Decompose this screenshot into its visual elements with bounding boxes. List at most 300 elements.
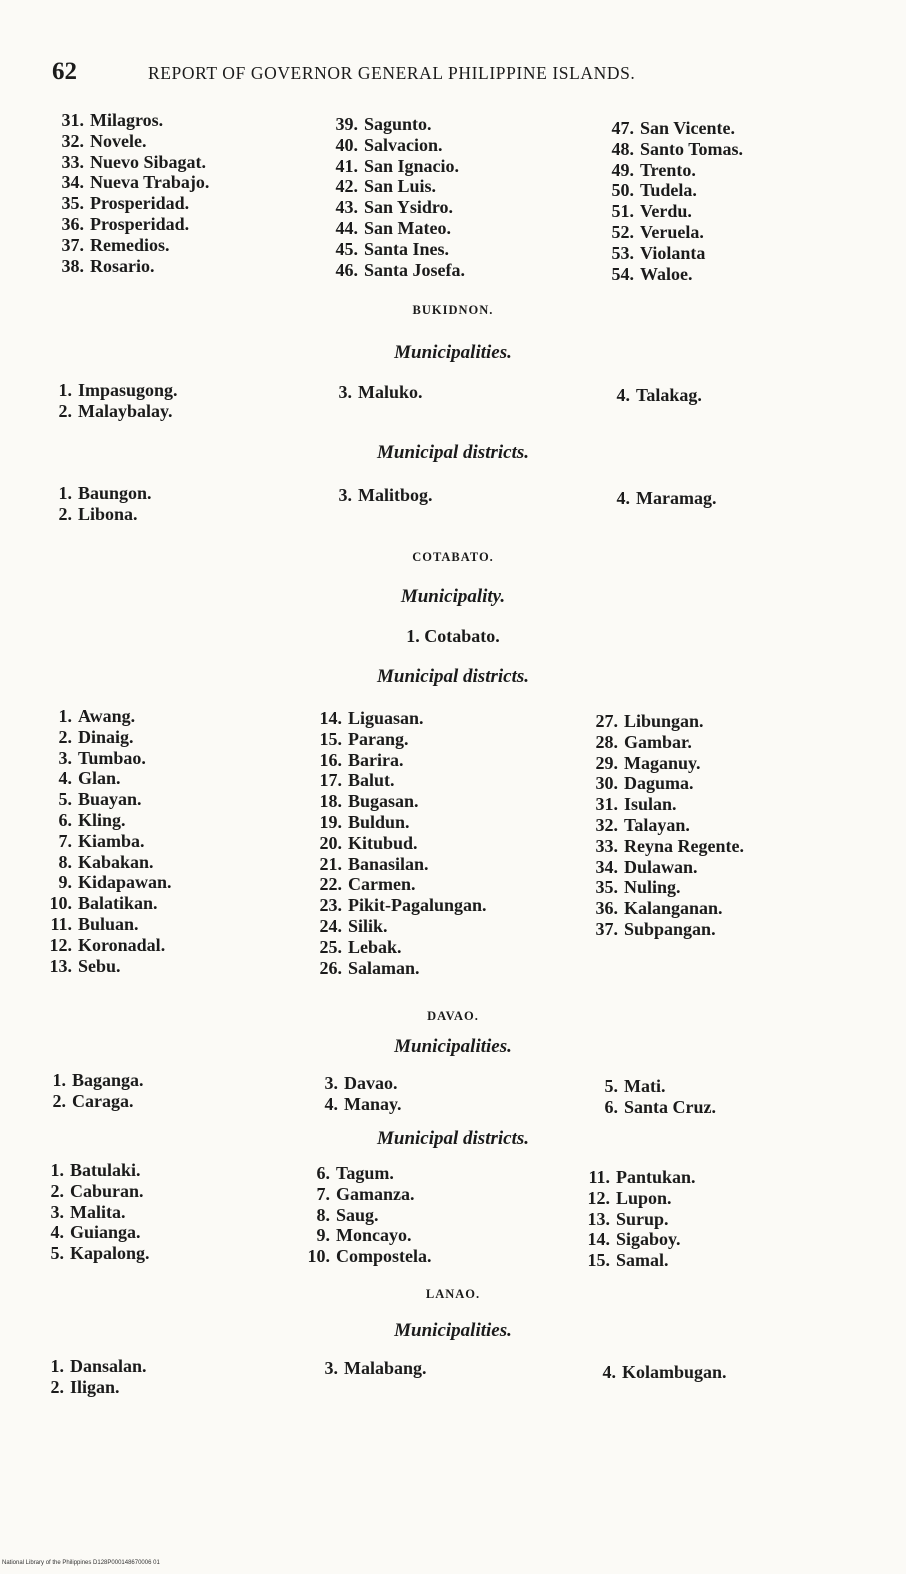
list-item <box>38 727 172 748</box>
place-name: Violanta <box>640 242 706 263</box>
place-name: Kling. <box>78 809 126 830</box>
item-number: 2. <box>50 1376 64 1397</box>
list-item <box>296 1205 432 1226</box>
list-item <box>308 770 487 791</box>
place-name: Nueva Trabajo. <box>90 172 210 193</box>
item-number: 13. <box>587 1208 610 1229</box>
list-item <box>584 732 744 753</box>
place-name: Sebu. <box>78 955 121 976</box>
list-item <box>38 935 172 956</box>
list-item <box>582 1362 727 1383</box>
place-name: Buldun. <box>348 811 410 832</box>
place-name: Liguasan. <box>348 708 424 728</box>
list-column <box>50 110 209 276</box>
item-number: 15. <box>319 728 342 749</box>
item-number: 23. <box>319 895 342 916</box>
place-name: Kabakan. <box>78 851 154 872</box>
place-name: Libona. <box>78 503 138 524</box>
list-item <box>324 176 465 197</box>
list-item <box>38 956 172 977</box>
list-item <box>584 857 744 878</box>
place-name: Subpangan. <box>624 918 716 939</box>
item-number: 20. <box>319 832 342 853</box>
place-name: Moncayo. <box>336 1225 412 1246</box>
place-name: Talakag. <box>636 385 702 405</box>
list-item <box>324 218 465 239</box>
list-column <box>38 380 178 422</box>
item-number: 1. <box>52 1070 66 1090</box>
list-item <box>296 1225 432 1246</box>
place-name: Saug. <box>336 1204 379 1225</box>
item-number: 12. <box>587 1187 610 1208</box>
list-item <box>600 264 743 285</box>
item-number: 54. <box>611 263 634 284</box>
list-item <box>308 729 487 750</box>
item-number: 11. <box>588 1167 610 1187</box>
list-item <box>584 1097 716 1118</box>
item-number: 9. <box>58 872 72 893</box>
place-name: Tudela. <box>640 180 697 201</box>
list-item <box>600 222 743 243</box>
place-name: Carmen. <box>348 874 416 895</box>
place-name: Davao. <box>344 1073 398 1093</box>
subheading-municipalities: Municipalities. <box>394 342 512 363</box>
section-heading-cotabato: COTABATO. <box>412 550 494 564</box>
item-number: 2. <box>58 726 72 747</box>
place-name: Parang. <box>348 728 409 749</box>
list-item <box>596 488 716 509</box>
place-name: Tumbao. <box>78 747 146 768</box>
list-item <box>308 812 487 833</box>
place-name: Daguma. <box>624 773 694 794</box>
place-name: Maramag. <box>636 488 717 508</box>
list-item <box>600 139 743 160</box>
running-title: REPORT OF GOVERNOR GENERAL PHILIPPINE ISLANDS. <box>148 63 636 83</box>
place-name: Maluko. <box>358 382 423 402</box>
list-item <box>308 874 487 895</box>
list-item <box>304 1358 427 1379</box>
item-number: 3. <box>338 485 352 505</box>
list-item <box>308 750 487 771</box>
list-item <box>50 235 209 256</box>
list-item <box>584 753 744 774</box>
list-item <box>38 380 178 401</box>
list-column <box>32 1070 144 1112</box>
list-column <box>584 1076 716 1118</box>
section-heading-davao: DAVAO. <box>427 1009 479 1023</box>
item-number: 36. <box>61 213 84 234</box>
place-name: Iligan. <box>70 1376 120 1397</box>
item-number: 6. <box>58 809 72 830</box>
item-number: 1. <box>50 1356 64 1376</box>
place-name: Santa Cruz. <box>624 1096 717 1117</box>
list-item <box>576 1209 696 1230</box>
list-item <box>296 1184 432 1205</box>
list-item <box>324 197 465 218</box>
list-item <box>308 791 487 812</box>
place-name: Salaman. <box>348 957 420 978</box>
place-name: Surup. <box>616 1208 669 1229</box>
item-number: 35. <box>595 877 618 898</box>
item-number: 3. <box>338 382 352 402</box>
list-item <box>308 958 487 979</box>
place-name: Impasugong. <box>78 380 178 400</box>
item-number: 37. <box>61 234 84 255</box>
item-number: 34. <box>61 172 84 193</box>
item-number: 33. <box>595 835 618 856</box>
place-name: Waloe. <box>640 263 693 284</box>
place-name: Kapalong. <box>70 1243 150 1264</box>
item-number: 1. <box>58 706 72 726</box>
item-number: 25. <box>319 936 342 957</box>
place-name: Kiamba. <box>78 830 145 851</box>
list-item <box>32 1091 144 1112</box>
item-number: 5. <box>604 1076 618 1096</box>
place-name: Samal. <box>616 1250 669 1271</box>
list-item <box>324 156 465 177</box>
item-number: 34. <box>595 856 618 877</box>
place-name: Remedios. <box>90 234 170 255</box>
item-number: 14. <box>319 708 342 728</box>
list-column <box>318 382 423 403</box>
place-name: Pantukan. <box>616 1167 696 1187</box>
list-item <box>600 201 743 222</box>
list-item <box>304 1094 402 1115</box>
item-number: 47. <box>611 118 634 138</box>
item-number: 50. <box>611 180 634 201</box>
place-name: Guianga. <box>70 1222 141 1243</box>
place-name: Nuevo Sibagat. <box>90 151 207 172</box>
place-name: Baganga. <box>72 1070 144 1090</box>
item-number: 7. <box>316 1183 330 1204</box>
list-item <box>30 1222 150 1243</box>
item-number: 51. <box>611 201 634 222</box>
item-number: 2. <box>50 1180 64 1201</box>
list-item <box>30 1243 150 1264</box>
list-column <box>304 1358 427 1379</box>
place-name: Prosperidad. <box>90 213 190 234</box>
item-number: 38. <box>61 255 84 276</box>
list-column <box>582 1362 727 1383</box>
place-name: Balatikan. <box>78 893 158 914</box>
item-number: 42. <box>335 176 358 197</box>
item-number: 11. <box>50 913 72 934</box>
page-number: 62 <box>52 58 77 85</box>
place-name: Lupon. <box>616 1187 672 1208</box>
place-name: Novele. <box>90 130 147 151</box>
place-name: Bugasan. <box>348 791 419 812</box>
place-name: Koronadal. <box>78 934 166 955</box>
place-name: Dansalan. <box>70 1356 147 1376</box>
place-name: Santa Ines. <box>364 238 450 259</box>
archive-footer: National Library of the Philippines D128P000148670006 01 <box>2 1560 160 1566</box>
item-number: 44. <box>335 217 358 238</box>
item-number: 9. <box>316 1225 330 1246</box>
list-item <box>38 914 172 935</box>
list-column <box>30 1356 147 1398</box>
list-item <box>38 852 172 873</box>
item-number: 29. <box>595 752 618 773</box>
item-number: 49. <box>611 159 634 180</box>
item-number: 27. <box>595 711 618 731</box>
item-number: 53. <box>611 242 634 263</box>
place-name: Kolambugan. <box>622 1362 727 1382</box>
item-number: 10. <box>307 1246 330 1267</box>
item-number: 24. <box>319 915 342 936</box>
item-number: 3. <box>58 747 72 768</box>
list-item <box>38 504 152 525</box>
subheading-municipal-districts: Municipal districts. <box>376 666 530 687</box>
place-name: San Luis. <box>364 176 437 197</box>
section-heading-bukidnon: BUKIDNON. <box>412 303 494 317</box>
item-number: 43. <box>335 197 358 218</box>
subheading-municipalities: Municipalities. <box>394 1320 512 1341</box>
item-number: 5. <box>50 1243 64 1264</box>
list-column <box>576 1167 696 1271</box>
place-name: Silik. <box>348 915 388 936</box>
list-item <box>584 877 744 898</box>
place-name: Kalanganan. <box>624 898 723 919</box>
place-name: Buayan. <box>78 789 142 810</box>
place-name: Balut. <box>348 770 395 791</box>
section-heading-lanao: LANAO. <box>425 1287 481 1301</box>
item-number: 6. <box>316 1163 330 1183</box>
item-number: 4. <box>50 1222 64 1243</box>
list-item <box>600 180 743 201</box>
place-name: Mati. <box>624 1076 666 1096</box>
item-number: 48. <box>611 138 634 159</box>
place-name: Veruela. <box>640 221 704 242</box>
item-number: 13. <box>49 955 72 976</box>
item-number: 40. <box>335 134 358 155</box>
list-item <box>38 872 172 893</box>
list-column <box>596 385 702 406</box>
list-item <box>308 895 487 916</box>
list-item <box>584 815 744 836</box>
item-number: 15. <box>587 1250 610 1271</box>
place-name: Santa Josefa. <box>364 259 466 280</box>
place-name: Malaybalay. <box>78 400 173 421</box>
subheading-municipalities: Municipalities. <box>394 1036 512 1057</box>
list-item <box>50 214 209 235</box>
item-number: 7. <box>58 830 72 851</box>
list-column <box>324 114 465 280</box>
list-item <box>308 916 487 937</box>
item-number: 4. <box>602 1362 616 1382</box>
place-name: Barira. <box>348 749 404 770</box>
list-item <box>324 135 465 156</box>
item-number: 31. <box>595 794 618 815</box>
place-name: Dinaig. <box>78 726 134 747</box>
item-number: 32. <box>61 130 84 151</box>
list-item <box>600 160 743 181</box>
list-item <box>30 1160 150 1181</box>
place-name: Isulan. <box>624 794 677 815</box>
subheading-municipal-districts: Municipal districts. <box>376 442 530 463</box>
place-name: Rosario. <box>90 255 155 276</box>
place-name: Banasilan. <box>348 853 429 874</box>
list-column <box>308 708 487 978</box>
place-name: Gambar. <box>624 731 692 752</box>
item-number: 33. <box>61 151 84 172</box>
list-item <box>308 854 487 875</box>
item-number: 52. <box>611 221 634 242</box>
subheading-municipal-districts: Municipal districts. <box>376 1128 530 1149</box>
list-item <box>38 831 172 852</box>
list-column <box>38 706 172 976</box>
list-item <box>600 118 743 139</box>
list-item <box>38 706 172 727</box>
list-column <box>30 1160 150 1264</box>
place-name: Reyna Regente. <box>624 835 744 856</box>
place-name: Santo Tomas. <box>640 138 744 159</box>
item-number: 22. <box>319 874 342 895</box>
place-name: Caraga. <box>72 1090 134 1111</box>
place-name: Verdu. <box>640 201 692 222</box>
list-item <box>584 711 744 732</box>
place-name: Malita. <box>70 1201 126 1222</box>
list-item <box>596 385 702 406</box>
item-number: 4. <box>616 385 630 405</box>
list-item <box>576 1229 696 1250</box>
item-number: 19. <box>319 811 342 832</box>
item-number: 3. <box>50 1201 64 1222</box>
item-number: 17. <box>319 770 342 791</box>
place-name: Gamanza. <box>336 1183 415 1204</box>
item-number: 2. <box>52 1090 66 1111</box>
list-item <box>324 239 465 260</box>
place-name: Tagum. <box>336 1163 394 1183</box>
list-item <box>30 1356 147 1377</box>
page-header <box>52 58 802 88</box>
place-name: Caburan. <box>70 1180 144 1201</box>
list-item <box>30 1377 147 1398</box>
item-number: 10. <box>49 893 72 914</box>
place-name: Nuling. <box>624 877 681 898</box>
list-item <box>584 836 744 857</box>
item-number: 2. <box>58 400 72 421</box>
list-item <box>50 110 209 131</box>
list-column <box>600 118 743 284</box>
list-item <box>324 260 465 281</box>
list-item <box>50 256 209 277</box>
list-item <box>304 1073 402 1094</box>
list-item <box>50 131 209 152</box>
list-column <box>296 1163 432 1267</box>
item-number: 36. <box>595 898 618 919</box>
item-number: 30. <box>595 773 618 794</box>
list-item <box>324 114 465 135</box>
item-number: 4. <box>616 488 630 508</box>
item-number: 41. <box>335 155 358 176</box>
item-number: 16. <box>319 749 342 770</box>
item-number: 32. <box>595 814 618 835</box>
place-name: Trento. <box>640 159 696 180</box>
item-number: 1. <box>58 380 72 400</box>
list-item <box>32 1070 144 1091</box>
item-number: 3. <box>324 1358 338 1378</box>
list-column <box>38 483 152 525</box>
list-item <box>584 794 744 815</box>
place-name: Sagunto. <box>364 114 432 134</box>
item-number: 4. <box>324 1093 338 1114</box>
place-name: Libungan. <box>624 711 704 731</box>
place-name: Prosperidad. <box>90 193 190 214</box>
item-number: 8. <box>316 1204 330 1225</box>
list-item <box>50 152 209 173</box>
list-item <box>38 893 172 914</box>
list-item <box>296 1246 432 1267</box>
place-name: Pikit-Pagalungan. <box>348 895 487 916</box>
list-item <box>576 1250 696 1271</box>
item-number: 12. <box>49 934 72 955</box>
list-item <box>50 172 209 193</box>
place-name: Manay. <box>344 1093 402 1114</box>
list-item <box>38 483 152 504</box>
list-column <box>304 1073 402 1115</box>
list-item <box>38 748 172 769</box>
place-name: Malabang. <box>344 1358 427 1378</box>
item-number: 1. <box>50 1160 64 1180</box>
list-item <box>38 768 172 789</box>
item-number: 45. <box>335 238 358 259</box>
item-number: 37. <box>595 918 618 939</box>
item-number: 1. <box>58 483 72 503</box>
list-item <box>584 919 744 940</box>
place-name: Batulaki. <box>70 1160 141 1180</box>
item-number: 5. <box>58 789 72 810</box>
list-item <box>308 708 487 729</box>
place-name: Salvacion. <box>364 134 443 155</box>
place-name: Lebak. <box>348 936 402 957</box>
item-number: 2. <box>58 503 72 524</box>
list-item <box>584 898 744 919</box>
item-number: 6. <box>604 1096 618 1117</box>
list-item <box>584 1076 716 1097</box>
place-name: San Mateo. <box>364 217 451 238</box>
place-name: San Ignacio. <box>364 155 460 176</box>
list-item <box>584 773 744 794</box>
list-item <box>318 382 423 403</box>
place-name: Dulawan. <box>624 856 698 877</box>
list-item <box>30 1181 150 1202</box>
place-name: Compostela. <box>336 1246 432 1267</box>
place-name: San Ysidro. <box>364 197 454 218</box>
place-name: Maganuy. <box>624 752 701 773</box>
list-column <box>584 711 744 940</box>
place-name: Sigaboy. <box>616 1229 681 1250</box>
place-name: Glan. <box>78 768 121 789</box>
list-item <box>318 485 433 506</box>
list-column <box>318 485 433 506</box>
place-name: Awang. <box>78 706 136 726</box>
list-item <box>50 193 209 214</box>
list-item <box>38 789 172 810</box>
subheading-municipality: Municipality. <box>400 586 506 607</box>
list-item <box>308 937 487 958</box>
list-item <box>38 810 172 831</box>
place-name: Buluan. <box>78 913 139 934</box>
list-item <box>308 833 487 854</box>
place-name: Milagros. <box>90 110 164 130</box>
place-name: Kitubud. <box>348 832 418 853</box>
list-item <box>576 1167 696 1188</box>
list-column <box>596 488 716 509</box>
list-item <box>38 401 178 422</box>
list-item <box>576 1188 696 1209</box>
item-number: 4. <box>58 768 72 789</box>
place-name: Talayan. <box>624 814 690 835</box>
